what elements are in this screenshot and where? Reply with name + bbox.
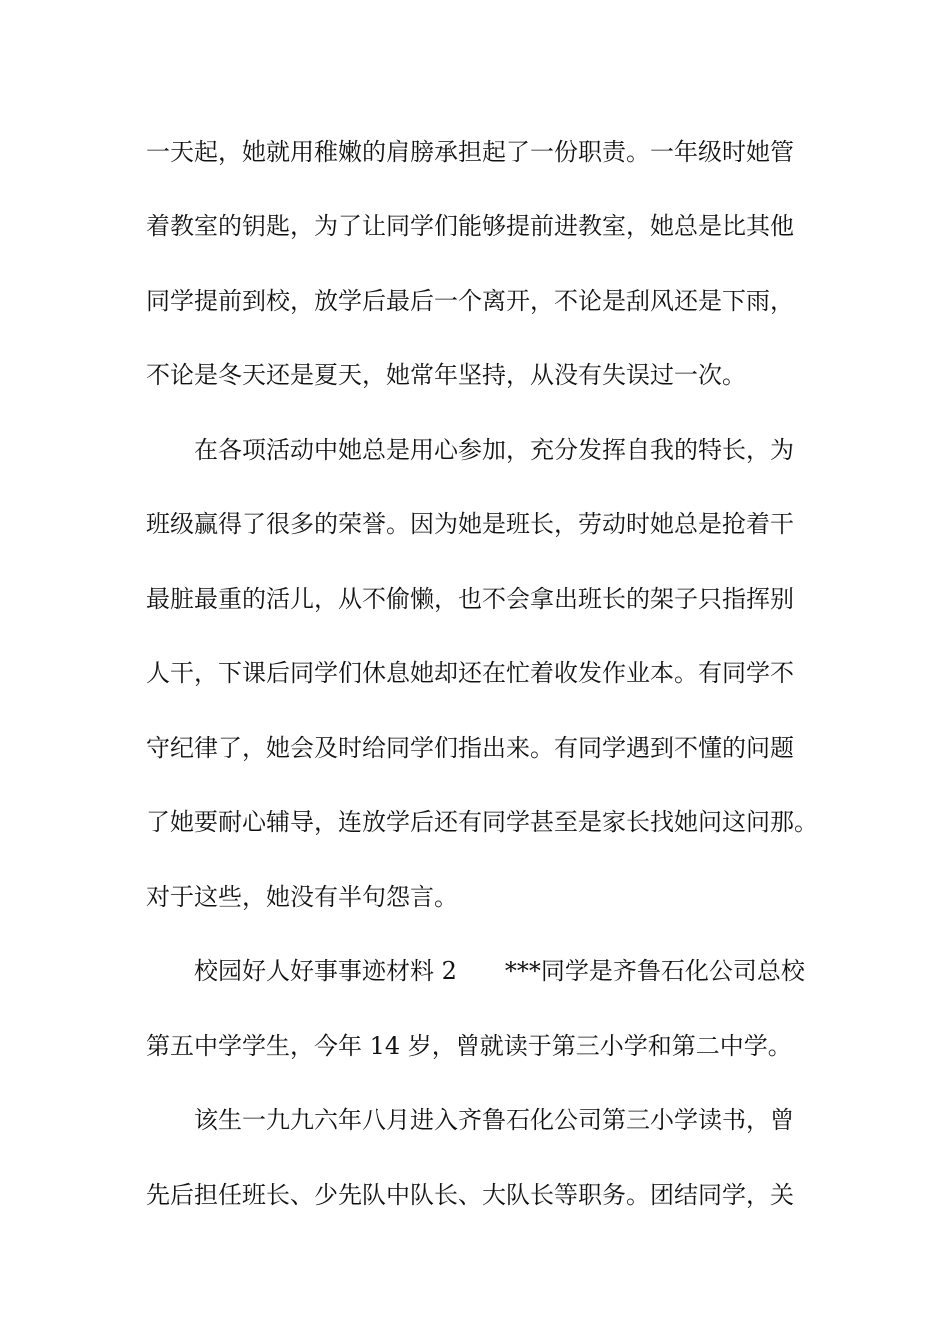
paragraph-line: 同学提前到校，放学后最后一个离开，不论是刮风还是下雨，: [146, 287, 794, 315]
paragraph-line: 一天起，她就用稚嫩的肩膀承担起了一份职责。一年级时她管: [146, 138, 794, 166]
paragraph-line: 不论是冬天还是夏天，她常年坚持，从没有失误过一次。: [146, 361, 746, 389]
paragraph-line: 先后担任班长、少先队中队长、大队长等职务。团结同学，关: [146, 1181, 794, 1209]
paragraph-line: 人干，下课后同学们休息她却还在忙着收发作业本。有同学不: [146, 659, 794, 687]
paragraph-line: 校园好人好事事迹材料 2 ***同学是齐鲁石化公司总校: [194, 957, 805, 985]
paragraph-line: 着教室的钥匙，为了让同学们能够提前进教室，她总是比其他: [146, 212, 794, 240]
paragraph-line: 最脏最重的活儿，从不偷懒，也不会拿出班长的架子只指挥别: [146, 585, 794, 613]
paragraph-line: 该生一九九六年八月进入齐鲁石化公司第三小学读书，曾: [194, 1106, 794, 1134]
paragraph-line: 了她要耐心辅导，连放学后还有同学甚至是家长找她问这问那。: [146, 808, 818, 836]
paragraph-line: 班级赢得了很多的荣誉。因为她是班长，劳动时她总是抢着干: [146, 510, 794, 538]
paragraph-line: 对于这些，她没有半句怨言。: [146, 883, 458, 911]
paragraph-line: 第五中学学生，今年 14 岁，曾就读于第三小学和第二中学。: [146, 1032, 792, 1060]
paragraph-line: 守纪律了，她会及时给同学们指出来。有同学遇到不懂的问题: [146, 734, 794, 762]
paragraph-line: 在各项活动中她总是用心参加，充分发挥自我的特长，为: [194, 436, 794, 464]
